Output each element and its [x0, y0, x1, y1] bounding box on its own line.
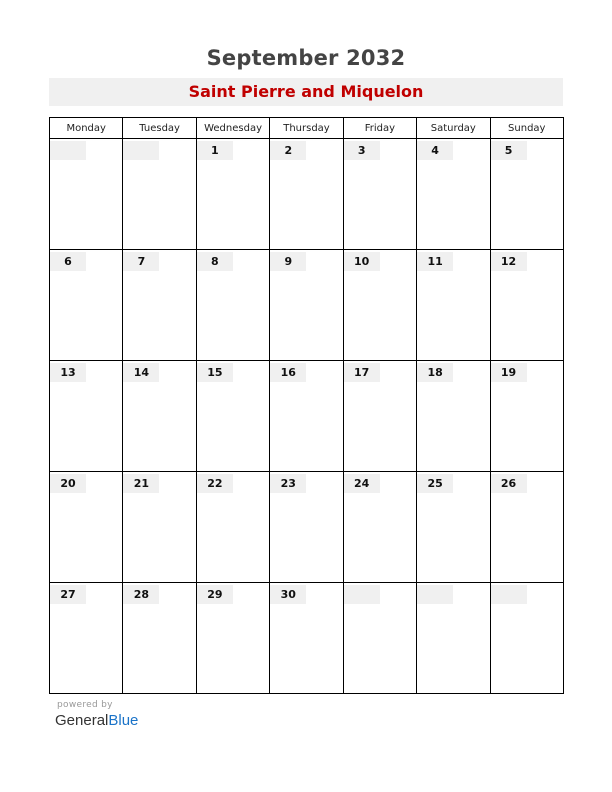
day-number: 21: [123, 474, 159, 493]
day-number: 7: [123, 252, 159, 271]
day-cell: [270, 361, 343, 472]
day-number: [491, 585, 527, 604]
day-cell: [343, 361, 416, 472]
day-cell: [196, 583, 269, 694]
day-cell: [417, 361, 490, 472]
powered-by-label: powered by: [57, 700, 113, 710]
day-number: 4: [417, 141, 453, 160]
day-number: [417, 585, 453, 604]
week-row: [50, 583, 564, 694]
day-cell: [490, 139, 563, 250]
day-number: 15: [197, 363, 233, 382]
day-number: [123, 141, 159, 160]
region-name: Saint Pierre and Miquelon: [188, 82, 424, 101]
day-number: 22: [197, 474, 233, 493]
weekday-header-row: [50, 118, 564, 139]
region-banner: [49, 78, 563, 106]
day-number: 5: [491, 141, 527, 160]
day-cell: [123, 250, 196, 361]
day-cell: [417, 472, 490, 583]
day-cell: [417, 583, 490, 694]
week-row: [50, 250, 564, 361]
day-number: 13: [50, 363, 86, 382]
day-number: 8: [197, 252, 233, 271]
day-number: 9: [270, 252, 306, 271]
day-number: 11: [417, 252, 453, 271]
day-number: 19: [491, 363, 527, 382]
day-cell: [490, 472, 563, 583]
day-cell: [123, 472, 196, 583]
day-cell: [270, 139, 343, 250]
day-number: 6: [50, 252, 86, 271]
day-cell: [490, 250, 563, 361]
day-number: 12: [491, 252, 527, 271]
day-cell: [50, 250, 123, 361]
day-cell: [343, 250, 416, 361]
day-number: 28: [123, 585, 159, 604]
day-cell: [50, 361, 123, 472]
weekday-sunday: Sunday: [490, 118, 563, 139]
day-cell: [490, 361, 563, 472]
day-cell: [417, 139, 490, 250]
day-cell: [490, 583, 563, 694]
day-cell: [123, 361, 196, 472]
day-cell: [196, 361, 269, 472]
day-cell: [123, 139, 196, 250]
weekday-monday: Monday: [50, 118, 123, 139]
day-cell: [270, 583, 343, 694]
day-cell: [343, 472, 416, 583]
day-number: 24: [344, 474, 380, 493]
day-cell: [196, 250, 269, 361]
day-number: 29: [197, 585, 233, 604]
weekday-thursday: Thursday: [270, 118, 343, 139]
week-row: [50, 472, 564, 583]
day-number: 1: [197, 141, 233, 160]
weekday-wednesday: Wednesday: [196, 118, 269, 139]
day-cell: [50, 139, 123, 250]
week-row: [50, 139, 564, 250]
day-cell: [270, 472, 343, 583]
day-number: 26: [491, 474, 527, 493]
day-number: 3: [344, 141, 380, 160]
day-cell: [123, 583, 196, 694]
day-number: 14: [123, 363, 159, 382]
brand-blue: Blue: [108, 712, 139, 729]
day-number: 20: [50, 474, 86, 493]
week-row: [50, 361, 564, 472]
page-title: September 2032: [206, 46, 406, 70]
day-cell: [50, 583, 123, 694]
day-number: 10: [344, 252, 380, 271]
day-number: 17: [344, 363, 380, 382]
day-cell: [343, 583, 416, 694]
day-cell: [343, 139, 416, 250]
day-number: 25: [417, 474, 453, 493]
calendar-grid: [49, 117, 564, 694]
day-number: 18: [417, 363, 453, 382]
day-number: 27: [50, 585, 86, 604]
day-cell: [196, 139, 269, 250]
day-number: 16: [270, 363, 306, 382]
weekday-saturday: Saturday: [417, 118, 490, 139]
weekday-friday: Friday: [343, 118, 416, 139]
day-number: [50, 141, 86, 160]
day-number: [344, 585, 380, 604]
day-number: 30: [270, 585, 306, 604]
day-cell: [50, 472, 123, 583]
day-cell: [270, 250, 343, 361]
day-number: 2: [270, 141, 306, 160]
day-number: 23: [270, 474, 306, 493]
day-cell: [196, 472, 269, 583]
generalblue-logo[interactable]: [55, 712, 138, 729]
day-cell: [417, 250, 490, 361]
weekday-tuesday: Tuesday: [123, 118, 196, 139]
brand-general: General: [55, 712, 109, 729]
